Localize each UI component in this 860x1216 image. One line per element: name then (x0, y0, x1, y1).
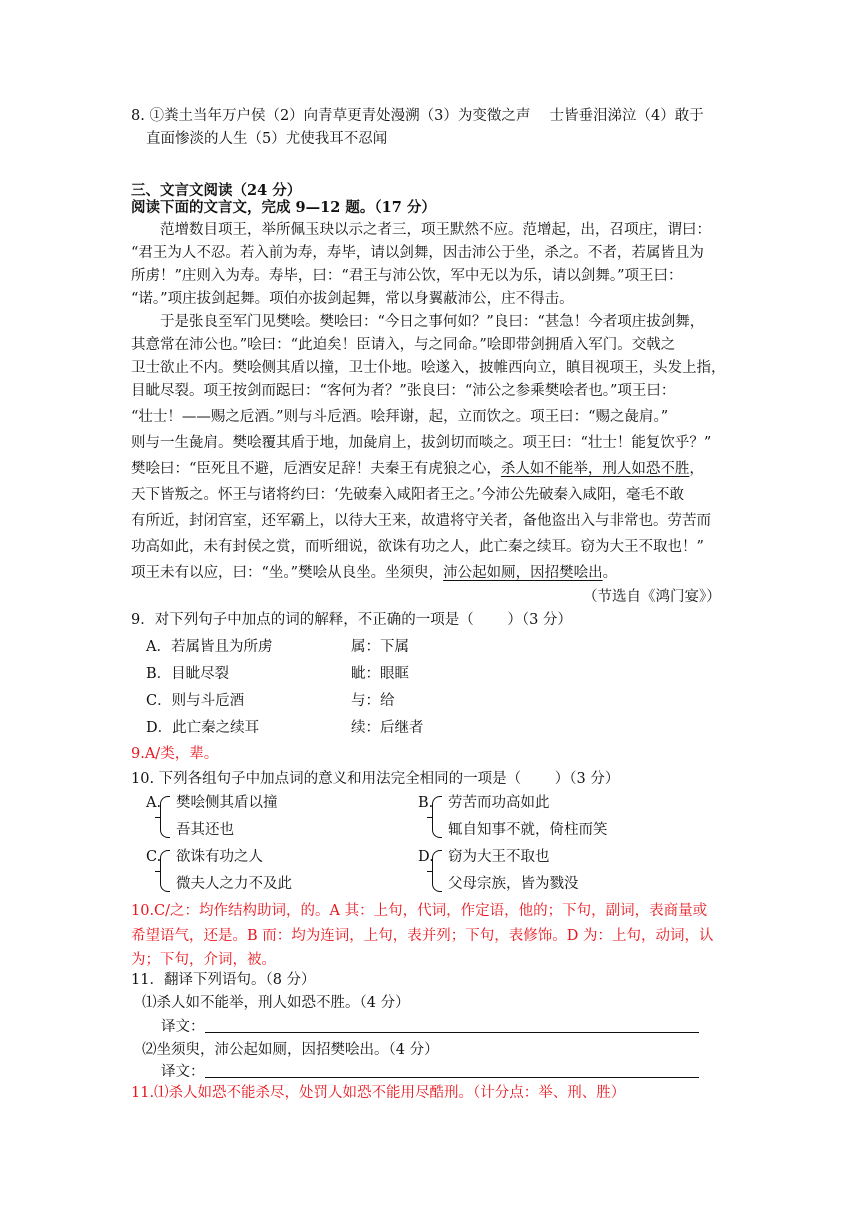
q9-option-a-explain: 属：下属 (351, 639, 409, 655)
passage-line: 其意常在沛公也。”哙曰：“此迫矣！臣请入，与之同命。”哙即带剑拥盾入军门。交戟之 (131, 337, 676, 353)
q9-stem: 9．对下列句子中加点的词的解释，不正确的一项是（ ）（3 分） (131, 612, 572, 628)
brace-icon (432, 850, 442, 892)
q9-answer: 9.A/类，辈。 (131, 746, 219, 762)
brace-icon (432, 796, 442, 838)
q10-c-top: 欲诛有功之人 (176, 849, 263, 865)
q10-answer-line: 为；下句，介词，被。 (131, 952, 276, 968)
section-heading: 三、文言文阅读（24 分） (131, 182, 302, 199)
passage-line: 范增数目项王，举所佩玉玦以示之者三，项王默然不应。范增起，出，召项庄，谓曰： (160, 222, 711, 238)
q11-item1: ⑴杀人如不能举，刑人如恐不胜。（4 分） (142, 995, 410, 1011)
q9-option-a: A．若属皆且为所虏 (146, 639, 273, 655)
translate-label: 译文： (161, 1019, 205, 1035)
q10-option-c-label: C. (146, 849, 162, 865)
underlined-sentence: 杀人如不能举，刑人如恐不胜 (500, 461, 690, 477)
passage-line: “诺。”项庄拔剑起舞。项伯亦拔剑起舞，常以身翼蔽沛公，庄不得击。 (131, 291, 574, 307)
passage-line (131, 563, 617, 583)
passage-line: 天下皆叛之。怀王与诸将约曰：‘先破秦入咸阳者王之。’今沛公先破秦入咸阳，毫毛不敢 (131, 487, 684, 503)
passage-line: 卫士欲止不内。樊哙侧其盾以撞，卫士仆地。哙遂入，披帷西向立，瞋目视项王，头发上指， (131, 360, 726, 376)
q10-b-bottom: 辄自知事不就，倚柱而笑 (448, 822, 608, 838)
underlined-sentence: 沛公起如厕，因招樊哙出 (443, 565, 603, 581)
passage-line: “君王为人不忍。若入前为寿，寿毕，请以剑舞，因击沛公于坐，杀之。不者，若属皆且为 (131, 245, 704, 261)
brace-icon (160, 796, 170, 838)
q10-d-bottom: 父母宗族，皆为戮没 (448, 876, 579, 892)
passage-line: “壮士！——赐之卮酒。”则与斗卮酒。哙拜谢，起，立而饮之。项王曰：“赐之彘肩。” (131, 409, 669, 425)
q10-option-a-label: A. (146, 795, 162, 811)
passage-line: 于是张良至军门见樊哙。樊哙曰：“今日之事何如？”良曰：“甚急！今者项庄拔剑舞， (160, 314, 705, 330)
q11-answer: 11.⑴杀人如恐不能杀尽，处罚人如恐不能用尽酷刑。（计分点：举、刑、胜） (131, 1085, 626, 1101)
q11-stem: 11．翻译下列语句。（8 分） (131, 972, 316, 988)
passage-text: ， (689, 461, 704, 477)
q11-item2: ⑵坐须臾，沛公起如厕，因招樊哙出。（4 分） (142, 1042, 439, 1058)
q8-answer-line2: 直面惨淡的人生（5）尤使我耳不忍闻 (146, 131, 388, 147)
q10-a-bottom: 吾其还也 (176, 822, 234, 838)
passage-line (131, 459, 704, 479)
passage-line: 所虏！”庄则入为寿。寿毕，曰：“君王与沛公饮，军中无以为乐，请以剑舞。”项王曰： (131, 268, 683, 284)
passage-line: 有所近，封闭宫室，还军霸上，以待大王来，故遣将守关者，备他盗出入与非常也。劳苦而 (131, 513, 711, 529)
translation-blank-2[interactable] (205, 1076, 699, 1078)
passage-line: 功高如此，未有封侯之赏，而听细说，欲诛有功之人，此亡秦之续耳。窃为大王不取也！” (131, 539, 704, 555)
passage-line: 则与一生彘肩。樊哙覆其盾于地，加彘肩上，拔剑切而啖之。项王曰：“壮士！能复饮乎？” (131, 435, 712, 451)
q10-option-b-label: B. (418, 795, 434, 811)
q9-option-b: B．目眦尽裂 (146, 666, 230, 682)
passage-text: 樊哙曰：“臣死且不避，卮酒安足辞！夫秦王有虎狼之心， (131, 461, 501, 477)
brace-icon (160, 850, 170, 892)
passage-text: 。 (602, 565, 618, 581)
passage-line: 目眦尽裂。项王按剑而跽曰：“客何为者？”张良曰：“沛公之参乘樊哙者也。”项王曰： (131, 383, 676, 399)
q10-option-d-label: D. (418, 849, 434, 865)
q8-answer-line1: 8. ①粪土当年万户侯（2）向青草更青处漫溯（3）为变徵之声 士皆垂泪涕泣（4）敢于 (131, 108, 704, 124)
q9-option-d: D．此亡秦之续耳 (146, 720, 260, 736)
q9-option-c-explain: 与：给 (351, 693, 395, 709)
passage-source: （节选自《鸿门宴》） (583, 589, 721, 605)
q10-a-top: 樊哙侧其盾以撞 (176, 795, 278, 811)
q10-answer-line: 希望语气，还是。B 而：均为连词，上句，表并列；下句，表修饰。D 为：上句，动词，认 (131, 928, 714, 944)
q10-answer-line: 10.C/之：均作结构助词，的。A 其：上句，代词，作定语，他的；下句，副词，表商量或 (131, 903, 708, 919)
q10-c-bottom: 微夫人之力不及此 (176, 876, 292, 892)
q9-option-c: C．则与斗卮酒 (146, 693, 245, 709)
q9-option-d-explain: 续：后继者 (351, 720, 424, 736)
translation-blank-1[interactable] (205, 1031, 699, 1033)
q9-option-b-explain: 眦：眼眶 (351, 666, 409, 682)
section-instruction: 阅读下面的文言文，完成 9—12 题。（17 分） (131, 199, 436, 216)
passage-text: 项王未有以应，曰：“坐。”樊哙从良坐。坐须臾， (131, 565, 444, 581)
q10-d-top: 窃为大王不取也 (448, 849, 550, 865)
translate-label: 译文： (161, 1064, 205, 1080)
q10-b-top: 劳苦而功高如此 (448, 795, 550, 811)
q10-stem: 10. 下列各组句子中加点词的意义和用法完全相同的一项是（ ）（3 分） (131, 771, 620, 787)
